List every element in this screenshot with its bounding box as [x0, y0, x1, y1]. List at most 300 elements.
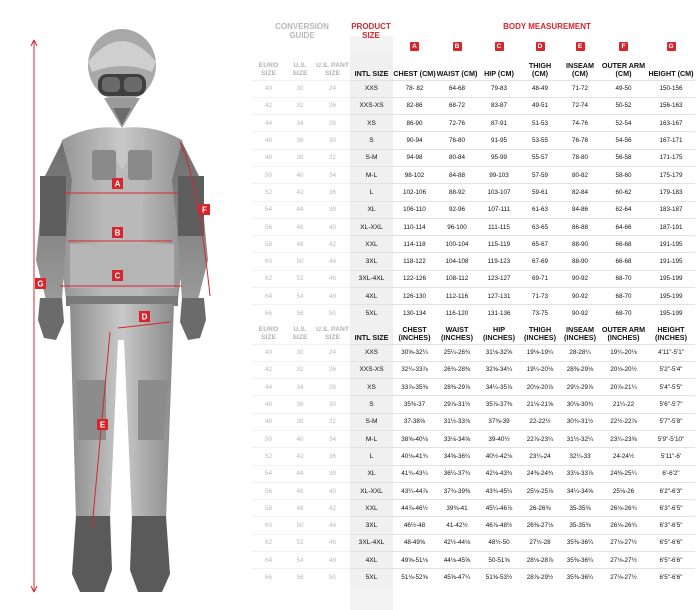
cm-cell: 50 [285, 253, 315, 270]
cm-cell: 73-75 [520, 305, 560, 322]
cm-column-header: WAIST (CM) [436, 68, 478, 78]
inch-cell: XXS-XS [350, 361, 393, 378]
inch-cell: 25⅛-25⅞ [520, 482, 560, 499]
inch-cell: 26¾-28⅜ [436, 361, 478, 378]
inch-cell: 38 [315, 465, 350, 482]
inch-cell: 27⅛-27½ [600, 552, 647, 569]
inch-cell: 64 [252, 552, 285, 569]
inch-cell: 5XL [350, 569, 393, 586]
cm-cell: 91-95 [478, 132, 520, 149]
cm-cell: 66 [252, 305, 285, 322]
cm-cell: 71-72 [560, 80, 600, 97]
cm-cell: 103-107 [478, 184, 520, 201]
inch-cell: 35⅞-37⅜ [478, 396, 520, 413]
inch-cell: 29½-29⅞ [560, 379, 600, 396]
inch-cell: 32¼-33 [560, 448, 600, 465]
inch-cell: 45⅝-47¼ [436, 569, 478, 586]
inch-column-header: U.S. PANT SIZE [315, 325, 350, 341]
cm-cell: 3XL-4XL [350, 270, 393, 287]
figure-label-a: A [114, 179, 121, 189]
cm-cell: 100-104 [436, 236, 478, 253]
inch-cell: 30¾-31½ [560, 413, 600, 430]
cm-column-header: EURO SIZE [258, 61, 279, 77]
inch-cell: 19¼-20⅛ [520, 361, 560, 378]
inch-cell: 41¾-43¼ [393, 465, 436, 482]
inch-table-row [252, 361, 695, 378]
cm-cell: 42 [252, 97, 285, 114]
inch-cell: 32 [285, 361, 315, 378]
cm-cell: 67-69 [520, 253, 560, 270]
cm-cell: XL-XXL [350, 218, 393, 235]
inch-cell: 54 [285, 552, 315, 569]
cm-cell: 54-56 [600, 132, 647, 149]
figure-label-d: D [141, 312, 148, 322]
cm-cell: 83-87 [478, 97, 520, 114]
letter-g-icon: G [668, 43, 674, 50]
inch-cell: 4'11"-5'1" [647, 344, 695, 361]
inch-cell: 36¼-37¾ [436, 465, 478, 482]
inch-table-row [252, 344, 695, 361]
inch-cell: 23¼-23⅝ [600, 430, 647, 447]
helmet-icon [88, 29, 156, 128]
inch-cell: 52 [252, 448, 285, 465]
inch-column-header: OUTER ARM (INCHES) [601, 324, 646, 342]
inch-cell: 42½-44⅛ [436, 534, 478, 551]
inch-cell: 36 [315, 448, 350, 465]
cm-cell: 80-82 [560, 166, 600, 183]
cm-cell: 49-50 [600, 80, 647, 97]
figure-label-f: F [202, 205, 207, 215]
cm-cell: 150-156 [647, 80, 695, 97]
cm-cell: 98-102 [393, 166, 436, 183]
inch-cell: XXS [350, 344, 393, 361]
inch-cell: 34¼-34⅝ [560, 482, 600, 499]
figure-label-b: B [114, 228, 121, 238]
cm-column-header: INSEAM (CM) [566, 60, 594, 78]
inch-cell: 25¼-26¾ [436, 344, 478, 361]
cm-column-header: INTL SIZE [350, 54, 393, 80]
inch-cell: 28⅛-28⅞ [520, 552, 560, 569]
inch-cell: 33⅛-33⅞ [560, 465, 600, 482]
inch-cell: 19⅛-19¼ [520, 344, 560, 361]
inch-cell: 28⅞-29½ [520, 569, 560, 586]
inch-column-header: WAIST (INCHES) [441, 324, 473, 342]
cm-cell: 82-86 [393, 97, 436, 114]
inch-table-row [252, 379, 695, 396]
cm-cell: 88-90 [560, 253, 600, 270]
inch-cell: 5'6"-5'7" [647, 396, 695, 413]
cm-cell: 40 [285, 166, 315, 183]
cm-column-header: HEIGHT (CM) [648, 68, 694, 78]
inch-cell: 48 [315, 552, 350, 569]
cm-cell: 86-88 [560, 218, 600, 235]
inch-column-header: EURO SIZE [258, 325, 279, 341]
inch-cell: 24⅜-25¼ [600, 465, 647, 482]
letter-marker-row [252, 42, 695, 51]
inch-cell: 44 [252, 379, 285, 396]
inch-cell: 40 [315, 482, 350, 499]
cm-cell: 68-70 [600, 305, 647, 322]
inch-cell: 46 [285, 482, 315, 499]
cm-cell: 38 [285, 149, 315, 166]
cm-cell: 56 [252, 218, 285, 235]
inch-cell: XXL [350, 500, 393, 517]
cm-cell: 46 [315, 270, 350, 287]
inch-cell: 46½-48 [393, 517, 436, 534]
cm-cell: 24 [315, 80, 350, 97]
inch-cell: 50 [252, 430, 285, 447]
inch-cell: 6'3"-6'5" [647, 500, 695, 517]
pants-icon [70, 304, 174, 520]
inch-cell: 58 [252, 500, 285, 517]
cm-cell: 34 [315, 166, 350, 183]
inch-cell: 6'3"-6'5" [647, 517, 695, 534]
inch-cell: 37⅜-39 [478, 413, 520, 430]
inch-cell: 34¼-35⅞ [478, 379, 520, 396]
inch-cell: 35⅜-36¼ [560, 534, 600, 551]
cm-cell: 108-112 [436, 270, 478, 287]
inch-cell: 43¾-45¼ [478, 482, 520, 499]
cm-table-row [252, 184, 695, 201]
inch-cell: L [350, 448, 393, 465]
cm-cell: 30 [285, 80, 315, 97]
inch-cell: 48 [252, 413, 285, 430]
inch-cell: 32¼-33⅞ [393, 361, 436, 378]
inch-cell: 54 [252, 465, 285, 482]
inch-column-header: U.S. SIZE [292, 325, 308, 341]
cm-cell: 87-91 [478, 115, 520, 132]
cm-cell: 107-111 [478, 201, 520, 218]
inch-cell: 34 [315, 430, 350, 447]
inch-cell: 26⅛-26¾ [600, 517, 647, 534]
inch-column-header: CHEST (INCHES) [398, 324, 431, 342]
inch-cell: 20⅞-21¼ [600, 379, 647, 396]
inch-table-row [252, 448, 695, 465]
cm-cell: XL [350, 201, 393, 218]
cm-header-row [252, 54, 695, 80]
inch-table-row [252, 413, 695, 430]
inch-cell: 6'2"-6'3" [647, 482, 695, 499]
cm-cell: 74-76 [560, 115, 600, 132]
inch-cell: 26 [315, 361, 350, 378]
cm-cell: 56-58 [600, 149, 647, 166]
cm-cell: M-L [350, 166, 393, 183]
cm-cell: 88-90 [560, 236, 600, 253]
inch-cell: 46⅞-48½ [478, 517, 520, 534]
inch-cell: 30⅛-30¾ [560, 396, 600, 413]
inch-cell: 31½-32¼ [560, 430, 600, 447]
inch-cell: 39⅜-41 [436, 500, 478, 517]
cm-table-row [252, 97, 695, 114]
inch-cell: 32 [315, 413, 350, 430]
cm-cell: 71-73 [520, 288, 560, 305]
inch-cell: 37-38⅝ [393, 413, 436, 430]
inch-cell: 28⅜-29⅛ [560, 361, 600, 378]
cm-cell: 187-191 [647, 218, 695, 235]
cm-cell: 49-51 [520, 97, 560, 114]
inch-cell: 35⅜-37 [393, 396, 436, 413]
cm-table-row [252, 236, 695, 253]
cm-size-table [252, 54, 695, 322]
letter-b-icon: B [453, 42, 462, 51]
cm-cell: 52-54 [600, 115, 647, 132]
inch-cell: 45¼-46⅞ [478, 500, 520, 517]
inch-cell: M-L [350, 430, 393, 447]
inch-cell: 25⅛-26 [600, 482, 647, 499]
inch-cell: 42⅛-43¾ [478, 465, 520, 482]
cm-cell: 46 [285, 218, 315, 235]
cm-cell: 131-136 [478, 305, 520, 322]
inch-cell: 20⅛-20½ [600, 361, 647, 378]
rider-figure-illustration [0, 0, 245, 608]
cm-cell: 78- 82 [393, 80, 436, 97]
inch-cell: 50-51⅝ [478, 552, 520, 569]
cm-cell: 127-131 [478, 288, 520, 305]
inch-cell: 21¼-22 [600, 396, 647, 413]
inch-cell: 40 [285, 430, 315, 447]
inch-cell: 29⅞-31½ [436, 396, 478, 413]
cm-table-row [252, 80, 695, 97]
inch-table-row [252, 482, 695, 499]
inch-cell: 66 [252, 569, 285, 586]
cm-cell: 68-70 [600, 288, 647, 305]
inch-cell: 46 [315, 534, 350, 551]
inch-table-row [252, 430, 695, 447]
inch-cell: 40⅛-41¾ [393, 448, 436, 465]
inch-cell: 50 [315, 569, 350, 586]
inch-cell: 31½-33⅛ [436, 413, 478, 430]
inch-column-header: HIP (INCHES) [483, 324, 515, 342]
cm-cell: 76-78 [560, 132, 600, 149]
cm-cell: 123-127 [478, 270, 520, 287]
inch-cell: 32⅝-34¼ [478, 361, 520, 378]
inch-cell: 5'9"-5'10" [647, 430, 695, 447]
cm-cell: 69-71 [520, 270, 560, 287]
inch-cell: 37¾-39⅜ [436, 482, 478, 499]
cm-cell: 5XL [350, 305, 393, 322]
inch-cell: 27⅛-27½ [600, 534, 647, 551]
cm-cell: 50 [252, 166, 285, 183]
cm-cell: 48 [252, 149, 285, 166]
cm-cell: 115-119 [478, 236, 520, 253]
cm-cell: 65-67 [520, 236, 560, 253]
inch-size-table [252, 318, 695, 586]
cm-cell: S-M [350, 149, 393, 166]
cm-cell: 66-68 [600, 253, 647, 270]
cm-cell: 40 [315, 218, 350, 235]
cm-cell: 72-74 [560, 97, 600, 114]
cm-cell: 86-90 [393, 115, 436, 132]
cm-cell: 72-76 [436, 115, 478, 132]
cm-cell: XXL [350, 236, 393, 253]
inch-cell: 34⅝-36¼ [436, 448, 478, 465]
inch-cell: 44⅞-46½ [393, 500, 436, 517]
cm-cell: 4XL [350, 288, 393, 305]
inch-cell: 5'11"-6' [647, 448, 695, 465]
boots-icon [72, 516, 170, 592]
cm-cell: 59-61 [520, 184, 560, 201]
inch-column-header: HEIGHT (INCHES) [655, 324, 687, 342]
cm-cell: 36 [315, 184, 350, 201]
cm-cell: 58 [252, 236, 285, 253]
cm-cell: 102-106 [393, 184, 436, 201]
inch-cell: 62 [252, 534, 285, 551]
inch-cell: 6'-6'2" [647, 465, 695, 482]
letter-c-icon: C [495, 42, 504, 51]
inch-cell: 5'7"-5'8" [647, 413, 695, 430]
cm-cell: 63-65 [520, 218, 560, 235]
inch-cell: 24 [315, 344, 350, 361]
cm-cell: 44 [315, 253, 350, 270]
cm-cell: 78-80 [560, 149, 600, 166]
inch-cell: 31⅛-32⅝ [478, 344, 520, 361]
inch-cell: 26⅜-27⅛ [520, 517, 560, 534]
cm-cell: 126-130 [393, 288, 436, 305]
figure-label-g: G [37, 279, 44, 289]
inch-cell: XL-XXL [350, 482, 393, 499]
cm-cell: 32 [285, 97, 315, 114]
inch-header-row [252, 318, 695, 344]
cm-cell: 52 [252, 184, 285, 201]
inch-cell: 23¼-24 [520, 448, 560, 465]
inch-cell: 51⅝-53½ [478, 569, 520, 586]
cm-cell: 40 [252, 80, 285, 97]
cm-cell: 66-68 [600, 236, 647, 253]
cm-cell: 56 [285, 305, 315, 322]
product-size-header: PRODUCT SIZE [351, 22, 391, 40]
inch-cell: 22½-22⅞ [600, 413, 647, 430]
cm-table-row [252, 201, 695, 218]
cm-cell: 96-100 [436, 218, 478, 235]
cm-table-row [252, 218, 695, 235]
inch-cell: 35⅜-36¼ [560, 569, 600, 586]
inch-cell: 30 [285, 344, 315, 361]
inch-cell: 39-40½ [478, 430, 520, 447]
cm-cell: 61-63 [520, 201, 560, 218]
cm-cell: 80-84 [436, 149, 478, 166]
inch-cell: 30⅝-32¼ [393, 344, 436, 361]
cm-cell: 94-98 [393, 149, 436, 166]
inch-cell: 26-26⅜ [520, 500, 560, 517]
inch-cell: 48½-50 [478, 534, 520, 551]
cm-cell: 64 [252, 288, 285, 305]
cm-cell: 34 [285, 115, 315, 132]
inch-cell: 4XL [350, 552, 393, 569]
inch-cell: 56 [285, 569, 315, 586]
cm-cell: 26 [315, 97, 350, 114]
inch-cell: 35-35⅜ [560, 517, 600, 534]
inch-cell: 6'5"-6'6" [647, 534, 695, 551]
inch-cell: 26⅛-26¾ [600, 500, 647, 517]
cm-cell: 82-84 [560, 184, 600, 201]
cm-cell: 60 [252, 253, 285, 270]
cm-cell: 156-163 [647, 97, 695, 114]
inch-cell: 51⅛-52⅝ [393, 569, 436, 586]
inch-table-row [252, 552, 695, 569]
cm-cell: 88-92 [436, 184, 478, 201]
cm-cell: 51-53 [520, 115, 560, 132]
cm-cell: XXS-XS [350, 97, 393, 114]
inch-cell: 38 [285, 413, 315, 430]
inch-cell: 19¼-20⅛ [600, 344, 647, 361]
inch-cell: 35⅜-36¼ [560, 552, 600, 569]
inch-cell: 38⅝-40⅛ [393, 430, 436, 447]
cm-cell: XS [350, 115, 393, 132]
inch-cell: 48 [285, 500, 315, 517]
inch-cell: 20⅛-20⅞ [520, 379, 560, 396]
inch-table-row [252, 396, 695, 413]
cm-cell: 54 [252, 201, 285, 218]
cm-cell: 57-59 [520, 166, 560, 183]
cm-cell: 48-49 [520, 80, 560, 97]
cm-cell: 116-120 [436, 305, 478, 322]
cm-column-header: U.S. SIZE [292, 61, 308, 77]
cm-cell: 50 [315, 305, 350, 322]
letter-e-icon: E [576, 42, 585, 51]
cm-cell: 44 [285, 201, 315, 218]
inch-cell: 33⅞-35⅜ [393, 379, 436, 396]
inch-cell: 44 [315, 517, 350, 534]
inch-cell: 35-35⅜ [560, 500, 600, 517]
inch-cell: 27½-28 [520, 534, 560, 551]
cm-cell: 3XL [350, 253, 393, 270]
cm-cell: 171-175 [647, 149, 695, 166]
inch-cell: 28 [315, 379, 350, 396]
inch-cell: 3XL-4XL [350, 534, 393, 551]
cm-cell: 84-86 [560, 201, 600, 218]
cm-cell: 46 [252, 132, 285, 149]
inch-cell: XS [350, 379, 393, 396]
inch-cell: 24⅜-24¾ [520, 465, 560, 482]
inch-cell: 36 [285, 396, 315, 413]
inch-cell: 50 [285, 517, 315, 534]
cm-cell: 58-60 [600, 166, 647, 183]
cm-cell: 68-72 [436, 97, 478, 114]
inch-cell: S [350, 396, 393, 413]
inch-cell: XL [350, 465, 393, 482]
body-measurement-header: BODY MEASUREMENT [503, 22, 591, 31]
inch-cell: 49⅝-51⅛ [393, 552, 436, 569]
inch-table-row [252, 465, 695, 482]
cm-cell: 42 [285, 184, 315, 201]
inch-table-row [252, 534, 695, 551]
cm-cell: 130-134 [393, 305, 436, 322]
inch-cell: 22-22½ [520, 413, 560, 430]
inch-cell: 44 [285, 465, 315, 482]
cm-column-header: U.S. PANT SIZE [315, 61, 350, 77]
cm-cell: 191-195 [647, 236, 695, 253]
inch-cell: 44⅛-45⅝ [436, 552, 478, 569]
cm-cell: 114-118 [393, 236, 436, 253]
cm-cell: 84-88 [436, 166, 478, 183]
cm-cell: 55-57 [520, 149, 560, 166]
cm-cell: 92-96 [436, 201, 478, 218]
cm-cell: 195-199 [647, 288, 695, 305]
cm-cell: 99-103 [478, 166, 520, 183]
inch-cell: 21⅛-21⅝ [520, 396, 560, 413]
cm-cell: 195-199 [647, 305, 695, 322]
cm-cell: 112-116 [436, 288, 478, 305]
cm-cell: 79-83 [478, 80, 520, 97]
inch-cell: 5'2"-5'4" [647, 361, 695, 378]
inch-cell: 6'5"-6'6" [647, 552, 695, 569]
cm-cell: L [350, 184, 393, 201]
inch-cell: 40½-42⅛ [478, 448, 520, 465]
inch-cell: 5'4"-5'5" [647, 379, 695, 396]
cm-table-row [252, 132, 695, 149]
inch-cell: 33⅛-34⅝ [436, 430, 478, 447]
inch-cell: 42 [252, 361, 285, 378]
